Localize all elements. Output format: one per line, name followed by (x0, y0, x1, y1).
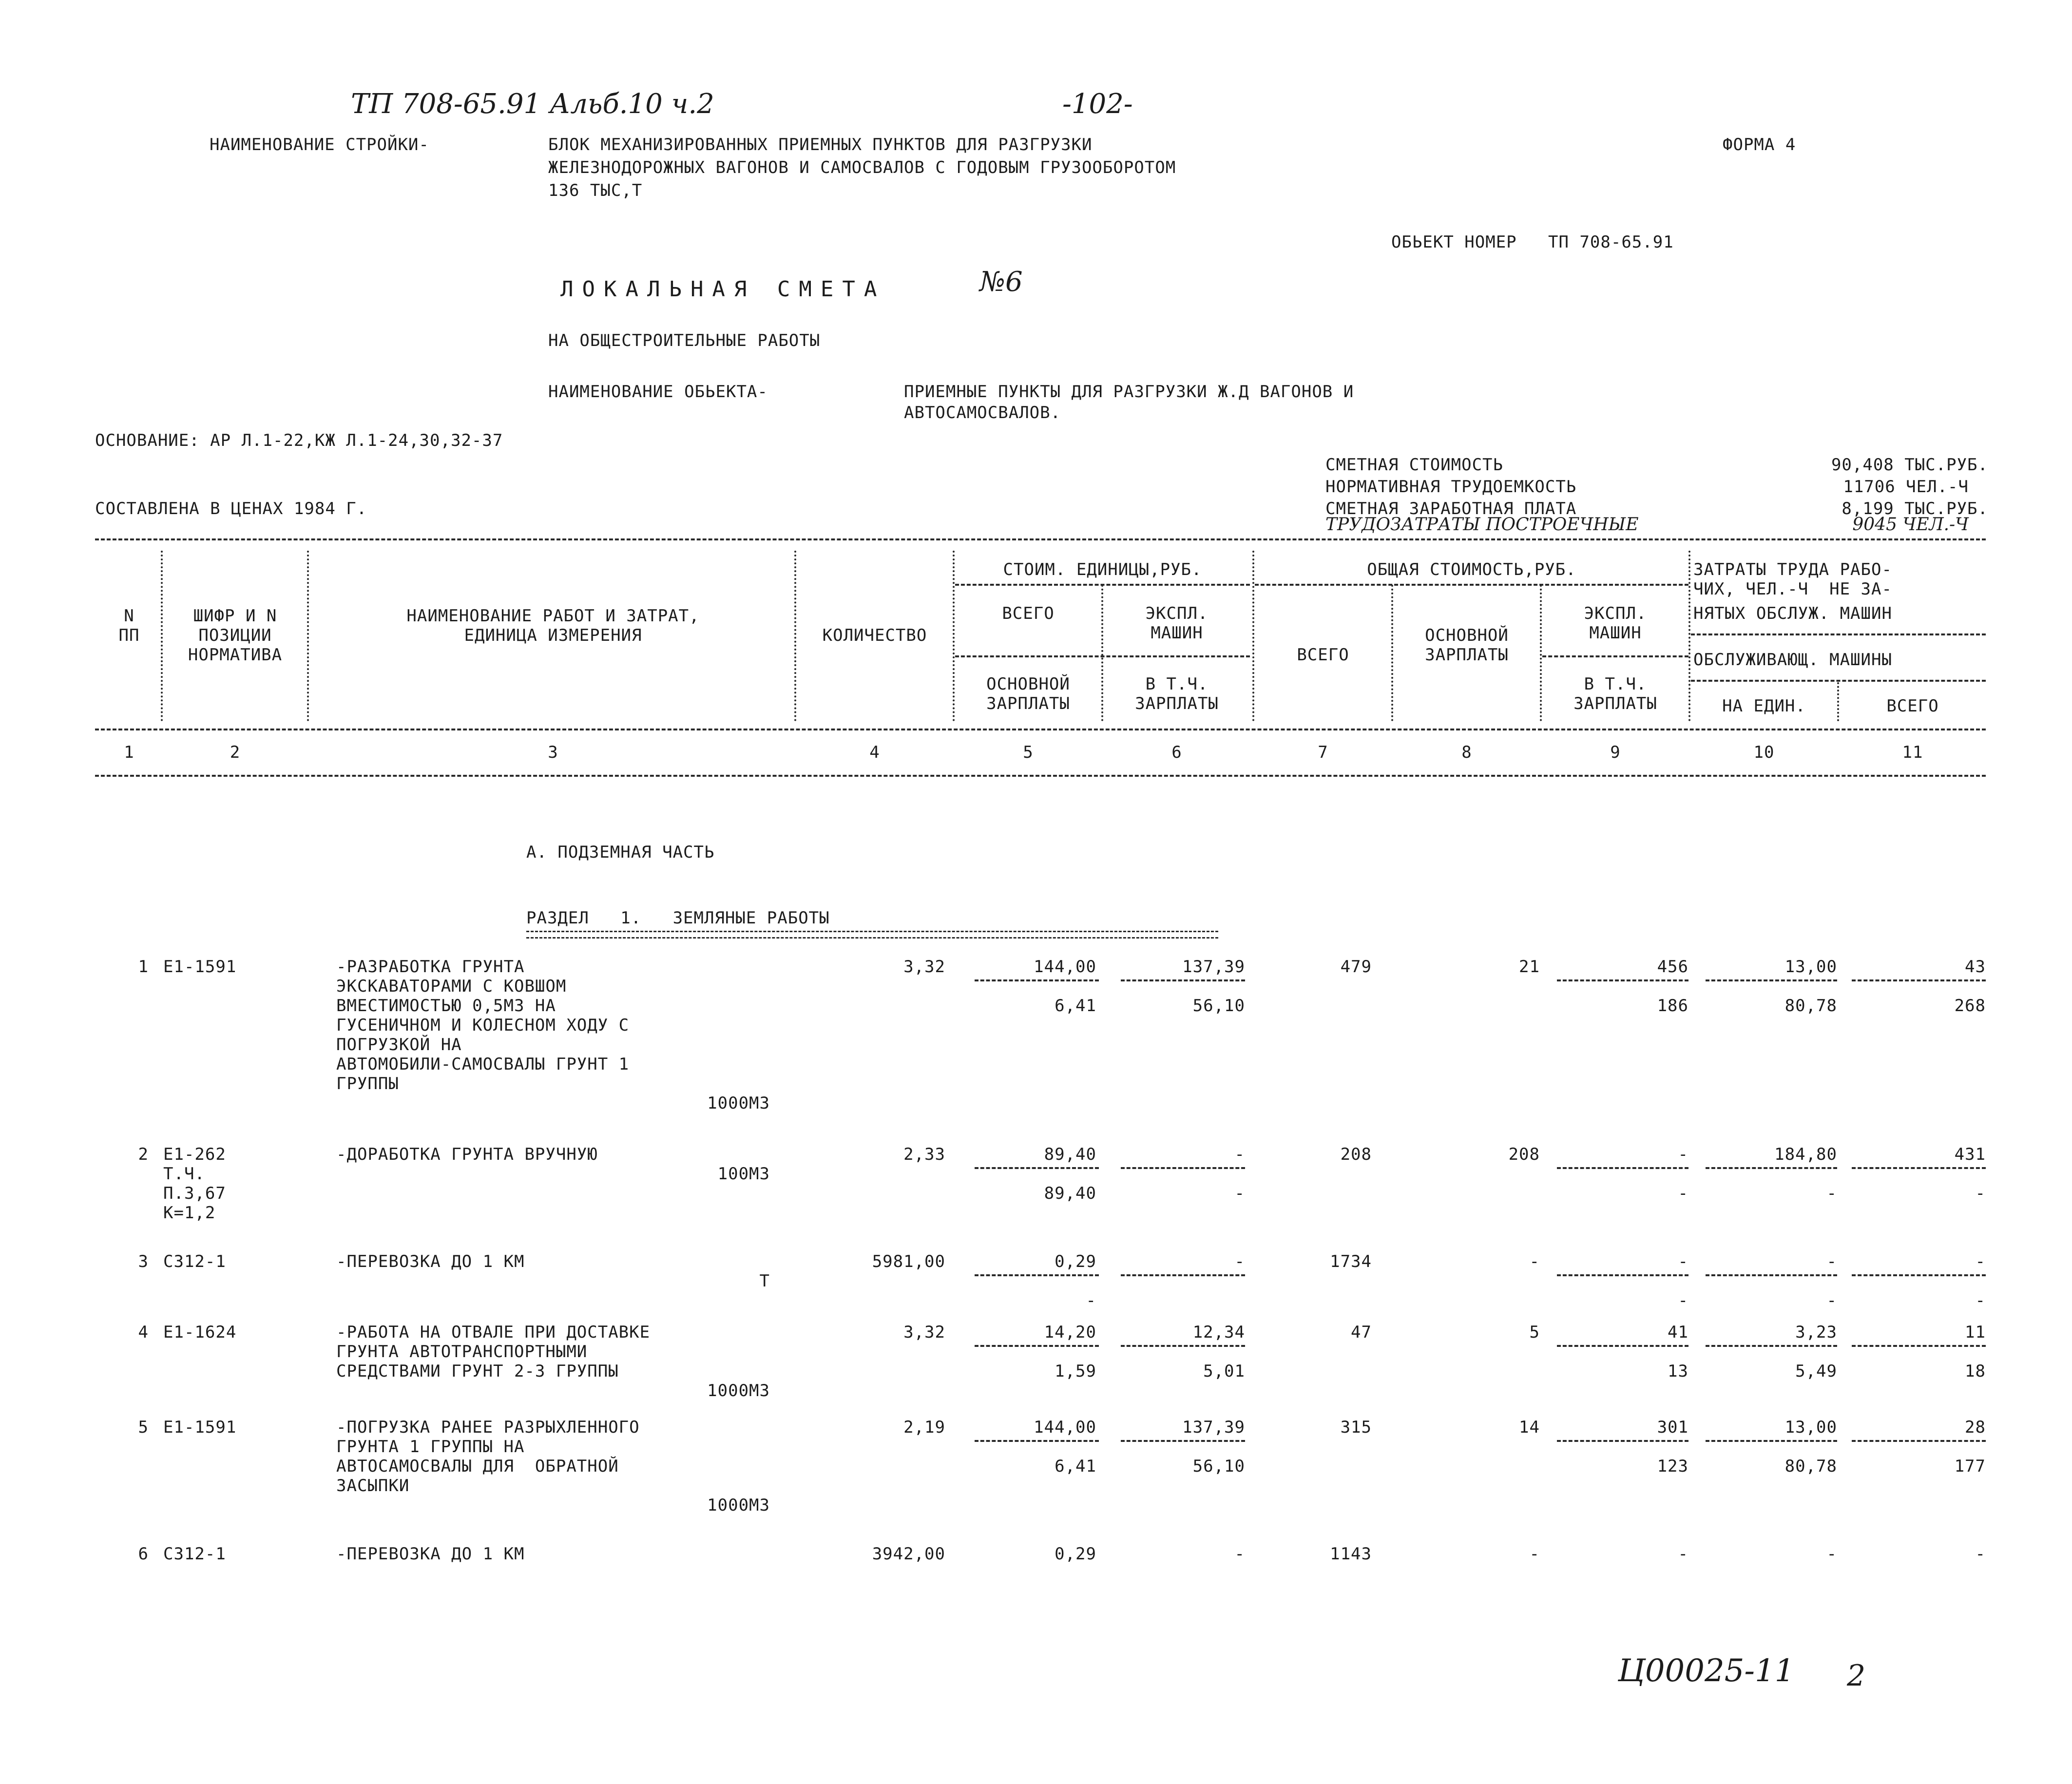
row-labor-unit: - (1826, 1544, 1837, 1564)
row-work-name: ГРУППЫ (336, 1074, 399, 1093)
hdr-total-wage-1: ОСНОВНОЙ (1425, 626, 1509, 645)
row-sub-rule (1706, 1345, 1837, 1347)
row-total-mach: 41 (1668, 1323, 1688, 1342)
object-number: ОБЬЕКТ НОМЕР ТП 708-65.91 (1391, 232, 1674, 252)
col-sep-6 (1252, 551, 1254, 721)
row-work-name: -ДОРАБОТКА ГРУНТА ВРУЧНУЮ (336, 1145, 598, 1164)
row-unit-total: 144,00 (1034, 957, 1096, 977)
summary-label-wage: СМЕТНАЯ ЗАРАБОТНАЯ ПЛАТА (1325, 499, 1577, 518)
hdr-total-mach-2: МАШИН (1589, 623, 1642, 643)
row-unit-wage: 6,41 (1055, 1457, 1096, 1476)
part-title: А. ПОДЗЕМНАЯ ЧАСТЬ (526, 843, 715, 862)
row-unit-incl: - (1234, 1184, 1245, 1203)
hdr-unit-wage-1: ОСНОВНОЙ (986, 674, 1070, 694)
row-work-name: ЗАСЫПКИ (336, 1476, 410, 1496)
row-labor-all: 43 (1965, 957, 1986, 977)
row-work-name: ГРУНТА 1 ГРУППЫ НА (336, 1437, 525, 1457)
row-work-name: ГУСЕНИЧНОМ И КОЛЕСНОМ ХОДУ С (336, 1016, 630, 1035)
summary-label-cost: СМЕТНАЯ СТОИМОСТЬ (1325, 455, 1503, 475)
row-sub-rule (1852, 1440, 1986, 1442)
summary-value-labor: 11706 ЧЕЛ.-Ч (1843, 477, 1969, 497)
section-double-rule (526, 931, 1218, 939)
row-unit: 100М3 (717, 1164, 770, 1184)
row-sub-rule (1706, 1274, 1837, 1276)
row-labor-unit-serv: 80,78 (1784, 996, 1837, 1016)
hdr-total-all: ВСЕГО (1297, 645, 1349, 665)
colnum-bottom-rule (95, 775, 1986, 777)
row-qty: 3,32 (903, 957, 945, 977)
row-number: 6 (138, 1544, 149, 1564)
row-code: Е1-1624 (163, 1323, 237, 1342)
form-number: ФОРМА 4 (1723, 135, 1796, 154)
row-unit-mach: 12,34 (1192, 1323, 1245, 1342)
row-sub-rule (1706, 1440, 1837, 1442)
summary-value-site-labor: 9045 ЧЕЛ.-Ч (1852, 515, 1969, 535)
row-number: 4 (138, 1323, 149, 1342)
hdr-labor-2: ЧИХ, ЧЕЛ.-Ч НЕ ЗА- (1693, 579, 1892, 599)
hdr-unit: ЕДИНИЦА ИЗМЕРЕНИЯ (464, 626, 642, 645)
handwritten-ref: ТП 708-65.91 Альб.10 ч.2 (351, 88, 714, 120)
row-qty: 2,19 (903, 1418, 945, 1437)
row-sub-rule (1121, 1345, 1245, 1347)
construction-label: НАИМЕНОВАНИЕ СТРОЙКИ- (210, 135, 429, 154)
table-top-rule (95, 538, 1986, 540)
unit-cost-sub-rule (955, 655, 1250, 657)
row-sub-rule (1121, 1274, 1245, 1276)
row-sub-rule (1852, 1274, 1986, 1276)
row-sub-rule (975, 1440, 1099, 1442)
row-total-incl: 13 (1668, 1362, 1688, 1381)
row-labor-unit: - (1826, 1252, 1837, 1271)
document-subtitle: НА ОБЩЕСТРОИТЕЛЬНЫЕ РАБОТЫ (548, 331, 821, 350)
page-number: -102- (1062, 88, 1133, 120)
hdr-unit-mach-1: ЭКСПЛ. (1145, 604, 1209, 623)
row-unit-wage: - (1086, 1291, 1096, 1310)
hdr-labor-all: ВСЕГО (1886, 696, 1939, 716)
row-total-mach: - (1678, 1544, 1688, 1564)
row-unit-incl: 56,10 (1192, 1457, 1245, 1476)
row-unit-incl: 56,10 (1192, 996, 1245, 1016)
row-unit-mach: - (1234, 1252, 1245, 1271)
hdr-pp: ПП (118, 626, 140, 645)
hdr-total-incl-2: ЗАРПЛАТЫ (1573, 694, 1657, 713)
row-number: 3 (138, 1252, 149, 1271)
row-unit-mach: 137,39 (1182, 1418, 1245, 1437)
colnum-7: 7 (1318, 743, 1328, 762)
summary-value-cost: 90,408 ТЫС.РУБ. (1831, 455, 1988, 475)
basis: ОСНОВАНИЕ: АР Л.1-22,КЖ Л.1-24,30,32-37 (95, 431, 503, 450)
row-sub-rule (1557, 1440, 1688, 1442)
row-work-name: ГРУНТА АВТОТРАНСПОРТНЫМИ (336, 1342, 588, 1362)
total-mach-sub-rule (1542, 655, 1688, 657)
colnum-9: 9 (1610, 743, 1621, 762)
hdr-labor-1: ЗАТРАТЫ ТРУДА РАБО- (1693, 560, 1892, 579)
hdr-total-incl-1: В Т.Ч. (1584, 674, 1647, 694)
row-unit-total: 144,00 (1034, 1418, 1096, 1437)
row-code: С312-1 (163, 1252, 226, 1271)
construction-name-line-2: ЖЕЛЕЗНОДОРОЖНЫХ ВАГОНОВ И САМОСВАЛОВ С ГОДОВЫМ ГРУЗООБОРОТОМ (548, 158, 1176, 177)
row-labor-all-serv: 268 (1954, 996, 1986, 1016)
colnum-3: 3 (548, 743, 558, 762)
summary-label-labor: НОРМАТИВНАЯ ТРУДОЕМКОСТЬ (1325, 477, 1577, 497)
hdr-unit-cost: СТОИМ. ЕДИНИЦЫ,РУБ. (1003, 560, 1202, 579)
row-qty: 3,32 (903, 1323, 945, 1342)
row-labor-all: - (1975, 1252, 1986, 1271)
row-sub-rule (975, 979, 1099, 981)
hdr-unit-incl-2: ЗАРПЛАТЫ (1135, 694, 1219, 713)
row-code: П.3,67 (163, 1184, 226, 1203)
row-total-mach: - (1678, 1252, 1688, 1271)
row-total-wage: 21 (1519, 957, 1540, 977)
row-total-all: 208 (1340, 1145, 1372, 1164)
header-bottom-rule (95, 729, 1986, 730)
row-total-all: 47 (1351, 1323, 1372, 1342)
row-unit-total: 0,29 (1055, 1544, 1096, 1564)
row-total-all: 1143 (1330, 1544, 1372, 1564)
row-unit-mach: - (1234, 1145, 1245, 1164)
colnum-2: 2 (230, 743, 241, 762)
hdr-unit-total: ВСЕГО (1002, 604, 1055, 623)
row-sub-rule (1706, 979, 1837, 981)
row-labor-all-serv: 18 (1965, 1362, 1986, 1381)
col-sep-2 (307, 551, 309, 721)
row-total-incl: 123 (1657, 1457, 1688, 1476)
hdr-qty: КОЛИЧЕСТВО (822, 626, 927, 645)
row-labor-unit: 184,80 (1774, 1145, 1837, 1164)
row-work-name: -РАБОТА НА ОТВАЛЕ ПРИ ДОСТАВКЕ (336, 1323, 651, 1342)
row-total-wage: - (1529, 1252, 1540, 1271)
row-qty: 5981,00 (872, 1252, 945, 1271)
hdr-total-mach-1: ЭКСПЛ. (1584, 604, 1647, 623)
row-code: Т.Ч. (163, 1164, 205, 1184)
row-sub-rule (1557, 1274, 1688, 1276)
row-total-wage: - (1529, 1544, 1540, 1564)
hdr-n: N (124, 606, 134, 626)
hdr-total-cost: ОБЩАЯ СТОИМОСТЬ,РУБ. (1367, 560, 1576, 579)
row-total-all: 315 (1340, 1418, 1372, 1437)
hdr-code-1: ШИФР И N (193, 606, 277, 626)
row-unit-total: 89,40 (1044, 1145, 1096, 1164)
row-sub-rule (975, 1274, 1099, 1276)
row-work-name: АВТОСАМОСВАЛЫ ДЛЯ ОБРАТНОЙ (336, 1457, 619, 1476)
row-qty: 3942,00 (872, 1544, 945, 1564)
total-cost-rule (1255, 584, 1688, 586)
row-labor-all-serv: - (1975, 1184, 1986, 1203)
object-name-line-2: АВТОСАМОСВАЛОВ. (904, 403, 1061, 422)
row-work-name: СРЕДСТВАМИ ГРУНТ 2-3 ГРУППЫ (336, 1362, 619, 1381)
row-total-mach: 301 (1657, 1418, 1688, 1437)
row-unit-wage: 89,40 (1044, 1184, 1096, 1203)
summary-value-wage: 8,199 ТЫС.РУБ. (1842, 499, 1988, 518)
row-code: Е1-1591 (163, 1418, 237, 1437)
col-sep-4 (953, 551, 955, 721)
row-unit: Т (759, 1271, 770, 1291)
colnum-1: 1 (124, 743, 134, 762)
labor-rule-1 (1691, 633, 1986, 635)
row-sub-rule (1706, 1167, 1837, 1169)
row-total-incl: - (1678, 1291, 1688, 1310)
row-code: Е1-262 (163, 1145, 226, 1164)
row-work-name: -ПОГРУЗКА РАНЕЕ РАЗРЫХЛЕННОГО (336, 1418, 640, 1437)
colnum-8: 8 (1461, 743, 1472, 762)
row-sub-rule (1852, 1345, 1986, 1347)
row-unit-total: 14,20 (1044, 1323, 1096, 1342)
summary-label-site-labor: ТРУДОЗАТРАТЫ ПОСТРОЕЧНЫЕ (1325, 515, 1639, 535)
row-labor-unit-serv: - (1826, 1291, 1837, 1310)
object-label: НАИМЕНОВАНИЕ ОБЬЕКТА- (548, 382, 768, 402)
row-total-mach: - (1678, 1145, 1688, 1164)
prices-year: СОСТАВЛЕНА В ЦЕНАХ 1984 Г. (95, 499, 367, 518)
col-sep-1 (161, 551, 163, 721)
colnum-4: 4 (869, 743, 880, 762)
footer-sheet-number: 2 (1847, 1659, 1866, 1693)
row-labor-unit: 3,23 (1795, 1323, 1837, 1342)
row-sub-rule (975, 1167, 1099, 1169)
row-labor-all: 11 (1965, 1323, 1986, 1342)
col-sep-5 (1101, 585, 1103, 721)
row-sub-rule (1121, 1167, 1245, 1169)
row-labor-all: - (1975, 1544, 1986, 1564)
col-sep-3 (794, 551, 796, 721)
hdr-labor-unit: НА ЕДИН. (1722, 696, 1806, 716)
row-work-name: -ПЕРЕВОЗКА ДО 1 КМ (336, 1544, 525, 1564)
row-total-all: 1734 (1330, 1252, 1372, 1271)
row-sub-rule (1121, 979, 1245, 981)
colnum-6: 6 (1171, 743, 1182, 762)
hdr-code-3: НОРМАТИВА (188, 645, 283, 665)
col-sep-7 (1391, 585, 1393, 721)
row-number: 1 (138, 957, 149, 977)
row-total-wage: 208 (1508, 1145, 1540, 1164)
row-total-mach: 456 (1657, 957, 1688, 977)
unit-cost-rule (955, 584, 1250, 586)
object-name-line-1: ПРИЕМНЫЕ ПУНКТЫ ДЛЯ РАЗГРУЗКИ Ж.Д ВАГОНОВ И (904, 382, 1354, 402)
row-labor-all-serv: - (1975, 1291, 1986, 1310)
hdr-unit-wage-2: ЗАРПЛАТЫ (986, 694, 1070, 713)
row-code: Е1-1591 (163, 957, 237, 977)
colnum-11: 11 (1902, 743, 1923, 762)
row-labor-unit: 13,00 (1784, 957, 1837, 977)
hdr-unit-incl-1: В Т.Ч. (1145, 674, 1209, 694)
row-unit: 1000М3 (707, 1381, 770, 1400)
hdr-unit-mach-2: МАШИН (1151, 623, 1203, 643)
row-labor-unit-serv: - (1826, 1184, 1837, 1203)
labor-rule-2 (1691, 680, 1986, 682)
row-qty: 2,33 (903, 1145, 945, 1164)
hdr-work-name: НАИМЕНОВАНИЕ РАБОТ И ЗАТРАТ, (406, 606, 700, 626)
col-sep-10 (1837, 682, 1839, 721)
row-labor-unit-serv: 5,49 (1795, 1362, 1837, 1381)
row-unit-mach: - (1234, 1544, 1245, 1564)
row-unit-total: 0,29 (1055, 1252, 1096, 1271)
construction-name-line-3: 136 ТЫС,Т (548, 181, 643, 200)
footer-stamp: Ц00025-11 (1618, 1653, 1795, 1689)
row-labor-unit: 13,00 (1784, 1418, 1837, 1437)
row-unit: 1000М3 (707, 1093, 770, 1113)
row-total-incl: 186 (1657, 996, 1688, 1016)
row-unit: 1000М3 (707, 1496, 770, 1515)
row-sub-rule (1557, 1345, 1688, 1347)
colnum-5: 5 (1023, 743, 1034, 762)
row-sub-rule (1557, 979, 1688, 981)
row-work-name: ПОГРУЗКОЙ НА (336, 1035, 462, 1055)
row-sub-rule (1852, 979, 1986, 981)
row-labor-all: 431 (1954, 1145, 1986, 1164)
row-sub-rule (1121, 1440, 1245, 1442)
row-number: 2 (138, 1145, 149, 1164)
row-sub-rule (1852, 1167, 1986, 1169)
col-sep-8 (1540, 585, 1542, 721)
hdr-code-2: ПОЗИЦИИ (198, 626, 272, 645)
hdr-labor-3: НЯТЫХ ОБСЛУЖ. МАШИН (1693, 604, 1892, 623)
construction-name-line-1: БЛОК МЕХАНИЗИРОВАННЫХ ПРИЕМНЫХ ПУНКТОВ ДЛЯ РАЗГРУЗКИ (548, 135, 1093, 154)
row-work-name: -ПЕРЕВОЗКА ДО 1 КМ (336, 1252, 525, 1271)
row-work-name: АВТОМОБИЛИ-САМОСВАЛЫ ГРУНТ 1 (336, 1055, 630, 1074)
row-total-wage: 5 (1529, 1323, 1540, 1342)
col-sep-9 (1688, 551, 1690, 721)
row-unit-wage: 1,59 (1055, 1362, 1096, 1381)
colnum-10: 10 (1753, 743, 1775, 762)
row-work-name: -РАЗРАБОТКА ГРУНТА (336, 957, 525, 977)
row-sub-rule (975, 1345, 1099, 1347)
row-labor-all-serv: 177 (1954, 1457, 1986, 1476)
document-title: ЛОКАЛЬНАЯ СМЕТА (560, 277, 886, 302)
document-title-number: №6 (979, 266, 1023, 298)
section-title: РАЗДЕЛ 1. ЗЕМЛЯНЫЕ РАБОТЫ (526, 908, 830, 928)
row-sub-rule (1557, 1167, 1688, 1169)
row-number: 5 (138, 1418, 149, 1437)
row-unit-wage: 6,41 (1055, 996, 1096, 1016)
row-labor-unit-serv: 80,78 (1784, 1457, 1837, 1476)
row-code: К=1,2 (163, 1203, 216, 1223)
hdr-labor-sub: ОБСЛУЖИВАЮЩ. МАШИНЫ (1693, 650, 1892, 670)
row-code: С312-1 (163, 1544, 226, 1564)
row-total-wage: 14 (1519, 1418, 1540, 1437)
row-total-all: 479 (1340, 957, 1372, 977)
row-labor-all: 28 (1965, 1418, 1986, 1437)
row-work-name: ЭКСКАВАТОРАМИ С КОВШОМ (336, 977, 567, 996)
row-total-incl: - (1678, 1184, 1688, 1203)
row-work-name: ВМЕСТИМОСТЬЮ 0,5М3 НА (336, 996, 556, 1016)
row-unit-incl: 5,01 (1203, 1362, 1245, 1381)
row-unit-mach: 137,39 (1182, 957, 1245, 977)
hdr-total-wage-2: ЗАРПЛАТЫ (1425, 645, 1509, 665)
